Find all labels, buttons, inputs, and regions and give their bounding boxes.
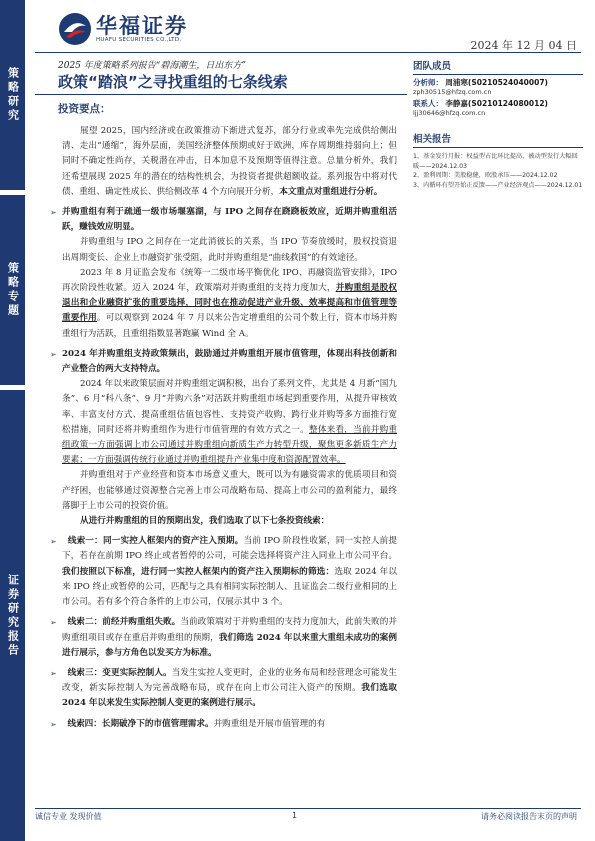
paragraph-outlook [62,124,397,200]
paragraph-policy-2024-text: 2024 年以来政策层面对并购重组定调积极，出台了系列文件，尤其是 4 月新“国九条”、6 月“科八条”、9 月“并购六条”对活跃并购重组市场起到重要作用，从提升审核效率、丰富支付方式、提高重组估值包容性、支持资产收购、跨行业并购等多方面推行宽松措施，同时还将并购重组作为进行市值管理的有效方式之一。 [62,379,397,435]
clue-three-text: 当发生实控人变更时，企业的业务布局和经营理念可能发生改变，新实际控制人为完善战略布局，或存在向上市公司注入资产的预期。 [62,667,397,694]
clue-two-text: 当前政策端对于并购重组的支持力度加大，此前失败的并购重组项目或存在重启并购重组的预期， [62,617,397,643]
related-report-item[interactable]: 3、内循环有望开始正反馈——产业经济观点——2024.12.01 [413,181,583,189]
paragraph-policy-2023 [62,266,397,342]
sidebar-strategy-topic: 策略专题 [0,195,25,385]
analyst-1 [413,78,583,88]
title-divider [35,94,407,95]
related-reports-list [413,152,583,190]
arrow-bullet-icon: ➢ [50,618,57,628]
bullet-policy-support-text: 2024 年并购重组支持政策频出，鼓励通过并购重组开展市值管理，体现出科技创新和产业整合的两大支持特点。 [62,348,397,375]
related-report-item[interactable]: 1、基金发行月报：权益型占比环比提高，被动型发行大幅回暖——2024.12.03 [413,153,578,170]
clue-two [50,615,397,661]
footer-disclaimer: 请务必阅读报告末页的声明 [481,812,577,821]
key-points-heading: 投资要点： [58,103,111,115]
paragraph-outlook-focus: 本文重点对重组进行分析。 [279,186,383,197]
clue-one-text: 当前 IPO 阶段性收紧，同一实控人前提下，若存在前期 IPO 终止或者暂停的公司，可能会选择将资产注入同业上市公司平台。 [62,536,397,562]
arrow-bullet-icon: ➢ [50,537,57,547]
analyst-2-email[interactable]: ljj30646@hfzq.com.cn [413,109,486,117]
paragraph-seven-clues-intro: 从进行并购重组的目的预期出发，我们选取了以下七条投资线索： [80,516,330,527]
clue-three [50,666,397,712]
clue-four [50,717,397,732]
arrow-bullet-icon: ➢ [50,208,57,218]
main-body [50,124,397,732]
sidebar-securities-report: 证券研究报告 [0,390,25,841]
paragraph-policy-2024 [62,377,397,468]
report-title: 政策“踏浪”之寻找重组的七条线索 [58,73,288,91]
clue-one-title: 线索一：同一实控人框架内的资产注入预期。 [67,536,244,547]
arrow-bullet-icon: ➢ [50,668,57,678]
analyst-2-name: 李静嘉(S0210124080012) [445,99,548,108]
related-reports-heading: 相关报告 [413,131,583,148]
page-number: 1 [292,811,298,820]
paragraph-outlook-text: 展望 2025，国内经济或在政策推动下渐进式复苏，部分行业或率先完成供给侧出清、走出“通缩”，海外层面，美国经济整体预期或好于欧洲，库存周期维持弱向上；但同时不确定性尚存，关税潜在冲击，日本加息不及预期等值得注意。总量分析外，我们还希望展现 2025 年的潜在的结构性机会，为投资者提供超额收益。系列报告中将对代债、重组、确定性成长、供给侧改革 4 个方向展开分析， [62,126,397,197]
sidebar-strategy-research: 策略研究 [0,0,25,190]
footer-slogan: 诚信专业 发现价值 [35,812,102,821]
logo-chinese-name: 华福证券 [96,14,188,38]
paragraph-policy-text-a: 2023 年 8 月证监会发布《统筹一二级市场平衡优化 IPO、再融资监管安排》，IPO 再次阶段性收紧。迈入 2024 年，政策端对并购重组的支持力度加大， [62,267,397,294]
bullet-policy-support [50,347,397,377]
clue-four-title: 线索四：长期破净下的市值管理需求。 [67,718,214,729]
analyst-2 [413,99,583,109]
related-report-item[interactable]: 2、盈利周期：美股稳健，欧股承压——2024.12.02 [413,172,558,179]
analyst-1-name: 周浦寒(S0210524040007) [445,78,548,87]
clue-three-criteria: 我们选取 2024 年以来发生实际控制人变更的案例进行展示。 [62,683,397,709]
header-divider [35,52,581,53]
clue-three-title: 线索三：变更实际控制人。 [67,667,172,678]
arrow-bullet-icon: ➢ [50,349,57,359]
paragraph-policy-2024-summary: 整体来看，当前并购重组政策一方面强调上市公司通过并购重组向新质生产力转型升级，聚焦更多新质生产力要素；一方面强调传统行业通过并购重组提升产业集中度和资源配置效率。 [62,424,397,466]
report-date: 2024 年 12 月 04 日 [470,39,577,52]
company-logo [58,12,188,46]
paragraph-policy-emphasis: 并购重组是股权退出和企业融资扩张的重要选择，同时也在推动促进产业升级、效率提高和市值管理等重要作用 [62,283,397,324]
clue-two-criteria: 我们筛选 2024 年以来重大重组未成功的案例进行展示，参与方角色以发买方为标准。 [62,632,397,658]
clue-two-title: 线索二：前经并购重组失败。 [67,617,181,628]
bullet-ma-overview [50,205,397,235]
paragraph-ma-ipo: 并购重组与 IPO 之间存在一定此消彼长的关系，当 IPO 节奏放缓时，股权投资退出周期变长、企业上市融资扩张受阻，此时并购重组是“曲线救国”的有效途径。 [62,237,397,263]
analyst-1-email[interactable]: zph30515@hfzq.com.cn [413,88,492,96]
paragraph-ma-significance: 并购重组对于产业经营和资本市场意义重大，既可以为有融资需求的优质项目和资产纾困，也能够通过资源整合完善上市公司战略布局、提高上市公司的盈利能力，最终落脚于上市公司的投资价值。 [62,470,397,511]
clue-one [50,534,397,610]
bullet-ma-overview-text: 并购重组有利于疏通一级市场堰塞湖，与 IPO 之间存在跷跷板效应，近期并购重组活跃，赚钱效应明显。 [62,207,397,233]
analyst-2-role: 联系人： [413,99,443,108]
footer-divider [35,808,581,809]
logo-english-name: HUAFU SECURITIES CO.,LTD. [96,37,182,43]
clue-four-text: 并购重组是开展市值管理的有 [213,718,326,729]
logo-mark-icon [58,12,92,46]
paragraph-policy-text-c: 。可以观察到 2024 年 7 月以来公告定增重组的公司个数上行，资本市场并购重组行为活跃，且重组指数显著跑赢 Wind 全 A。 [62,313,397,339]
report-series: 2025 年度策略系列报告“碧海潮生，日出东方” [58,61,246,71]
left-sidebar [0,0,25,841]
clue-one-detail: 选取 2024 年以来 IPO 终止或暂停的公司，匹配与之具有相同实际控制人、且证监会二级行业相同的上市公司。若有多个符合条件的上市公司，仅展示其中 3 个。 [62,566,397,608]
right-info-panel [413,58,583,190]
arrow-bullet-icon: ➢ [50,719,57,729]
analyst-1-role: 分析师： [413,78,443,87]
clue-one-criteria: 我们按照以下标准，进行同一实控人框架内的资产注入预期标的筛选： [62,566,335,577]
team-heading: 团队成员 [413,58,583,75]
